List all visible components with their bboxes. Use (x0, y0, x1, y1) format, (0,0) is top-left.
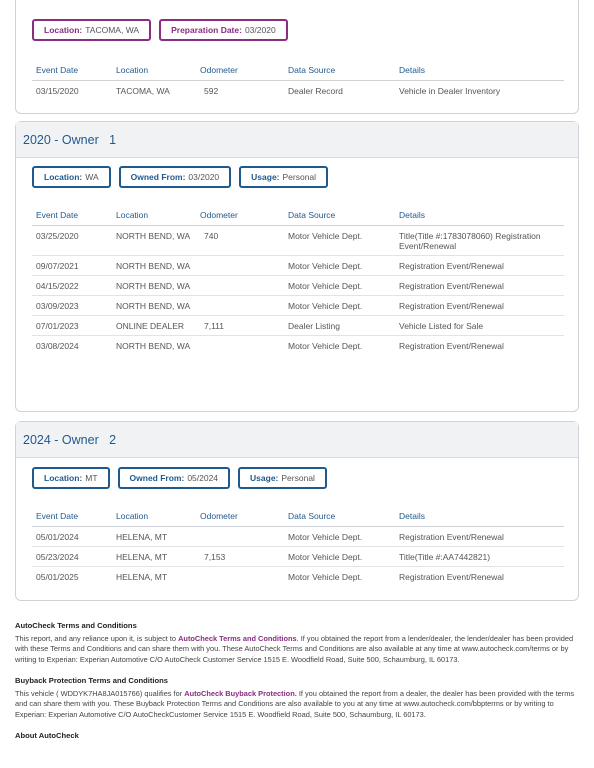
table-header-row (32, 505, 564, 527)
column-header: Event Date (32, 204, 112, 226)
badge-value: 03/2020 (244, 25, 276, 35)
usage-badge (239, 166, 328, 188)
location-badge (32, 166, 111, 188)
column-header: Data Source (284, 59, 395, 81)
details-cell: Registration Event/Renewal (395, 256, 564, 276)
terms-heading: AutoCheck Terms and Conditions (15, 621, 137, 630)
location-cell: NORTH BEND, WA (112, 296, 196, 316)
event-date-cell: 05/23/2024 (32, 547, 112, 567)
terms-text (15, 634, 579, 666)
column-header: Location (112, 505, 196, 527)
buyback-text-start: This vehicle ( WDDYK7HA8JA015766) qualifies for (15, 688, 185, 698)
location-cell: NORTH BEND, WA (116, 341, 191, 351)
about-heading: About AutoCheck (15, 731, 79, 740)
data-source-cell: Motor Vehicle Dept. (288, 572, 363, 582)
event-date-cell: 05/01/2024 (32, 527, 112, 547)
badge-label: Owned From: (129, 473, 185, 483)
top-badges (16, 19, 288, 41)
table-row (32, 226, 564, 256)
owned-from-badge (118, 467, 231, 489)
column-header: Data Source (284, 204, 395, 226)
location-cell: ONLINE DEALER (112, 316, 196, 336)
owner-1-title: 2020 - Owner 1 (23, 132, 117, 147)
badge-value: 03/2020 (188, 172, 220, 182)
terms-section (15, 621, 579, 665)
badge-label: Usage: (251, 172, 280, 182)
table-row (32, 276, 564, 296)
owner-1-badges (16, 166, 328, 188)
about-section (15, 731, 579, 744)
column-header: Odometer (196, 59, 284, 81)
odometer-cell (196, 567, 284, 587)
odometer-cell (196, 276, 284, 296)
odometer-cell (196, 296, 284, 316)
buyback-link[interactable]: AutoCheck Buyback Protection. (184, 688, 297, 698)
buyback-section (15, 676, 579, 720)
data-source-cell: Motor Vehicle Dept. (284, 527, 395, 547)
table-row (32, 316, 564, 336)
odometer-cell (196, 256, 284, 276)
table-row (32, 527, 564, 547)
data-source-cell: Motor Vehicle Dept. (284, 296, 395, 316)
details-cell: Title(Title #:1783078060) Registration Event/Renewal (395, 226, 564, 256)
terms-text-end: . If you obtained the report from a lender/dealer, the lender/dealer has been provided with these Terms and Conditions and can share them with you. These AutoCheck Terms and Conditions are also available at any time at www.autocheck.com/terms or by writing to Experian: Experian Automotive C/O AutoCheck Customer Service 1515 E. Woodfield Road, Suite 500, Schaumburg, IL 60173. (15, 633, 574, 664)
event-date-cell: 03/15/2020 (36, 86, 79, 96)
details-cell: Registration Event/Renewal (399, 341, 504, 351)
terms-link[interactable]: AutoCheck Terms and Conditions (178, 633, 297, 643)
table-header-row (32, 59, 564, 81)
location-badge (32, 19, 151, 41)
badge-label: Owned From: (130, 172, 186, 182)
details-cell: Title(Title #:AA7442821) (395, 547, 564, 567)
data-source-cell: Motor Vehicle Dept. (284, 547, 395, 567)
table-row (32, 256, 564, 276)
buyback-text-end: If you obtained the report from a dealer, the dealer has been provided with the terms and can share them with you. These Buyback Protection Terms and Conditions are also available to you at any time at www.autocheck.com/bbpterms or by writing to Experian: Experian Automotive C/O AutoCheckCustomer Service 1515 E. Woodfield Road, Suite 500, Schaumburg, IL 60173. (15, 688, 575, 719)
event-date-cell: 09/07/2021 (32, 256, 112, 276)
owned-from-badge (119, 166, 232, 188)
data-source-cell: Motor Vehicle Dept. (284, 226, 395, 256)
badge-value: Personal (281, 473, 315, 483)
table-row (32, 296, 564, 316)
owner-1-history-table (32, 204, 564, 355)
data-source-cell: Motor Vehicle Dept. (288, 341, 363, 351)
table-row (32, 547, 564, 567)
badge-value: TACOMA, WA (85, 25, 140, 35)
location-cell: HELENA, MT (116, 572, 168, 582)
column-header: Event Date (32, 505, 112, 527)
location-cell: HELENA, MT (112, 527, 196, 547)
badge-label: Location: (44, 25, 83, 35)
column-header: Odometer (196, 204, 284, 226)
badge-label: Location: (44, 473, 83, 483)
location-badge (32, 467, 110, 489)
data-source-cell: Motor Vehicle Dept. (284, 276, 395, 296)
odometer-cell (196, 527, 284, 547)
location-cell: NORTH BEND, WA (112, 226, 196, 256)
column-header: Location (112, 59, 196, 81)
location-cell: NORTH BEND, WA (112, 256, 196, 276)
badge-value: MT (85, 473, 98, 483)
badge-label: Location: (44, 172, 83, 182)
preparation-date-badge (159, 19, 288, 41)
owner-2-history-table (32, 505, 564, 586)
details-cell: Vehicle Listed for Sale (395, 316, 564, 336)
details-cell: Vehicle in Dealer Inventory (399, 86, 501, 96)
table-row (32, 81, 564, 101)
odometer-cell: 740 (196, 226, 284, 256)
table-row (32, 567, 564, 587)
badge-value: Personal (282, 172, 317, 182)
owner-1-card (15, 121, 579, 412)
details-cell: Registration Event/Renewal (395, 527, 564, 547)
column-header: Details (395, 505, 564, 527)
badge-value: 05/2024 (187, 473, 219, 483)
column-header: Location (112, 204, 196, 226)
badge-value: WA (85, 172, 99, 182)
owner-2-header[interactable] (16, 422, 578, 458)
column-header: Odometer (196, 505, 284, 527)
event-date-cell: 04/15/2022 (32, 276, 112, 296)
location-cell: TACOMA, WA (116, 86, 170, 96)
buyback-heading: Buyback Protection Terms and Conditions (15, 676, 169, 685)
data-source-cell: Dealer Listing (284, 316, 395, 336)
event-date-cell: 07/01/2023 (32, 316, 112, 336)
details-cell: Registration Event/Renewal (395, 276, 564, 296)
odometer-cell (196, 336, 284, 356)
odometer-cell: 7,111 (196, 316, 284, 336)
event-date-cell: 03/25/2020 (32, 226, 112, 256)
location-cell: NORTH BEND, WA (112, 276, 196, 296)
table-row (32, 336, 564, 356)
owner-1-header[interactable] (16, 122, 578, 158)
odometer-cell: 7,153 (196, 547, 284, 567)
details-cell: Registration Event/Renewal (399, 572, 504, 582)
terms-text-start: This report, and any reliance upon it, is subject to (15, 633, 179, 643)
details-cell: Registration Event/Renewal (395, 296, 564, 316)
usage-badge (238, 467, 327, 489)
odometer-cell: 592 (204, 86, 219, 96)
event-date-cell: 03/08/2024 (36, 341, 79, 351)
column-header: Event Date (32, 59, 112, 81)
data-source-cell: Dealer Record (288, 86, 343, 96)
badge-label: Preparation Date: (171, 25, 242, 35)
owner-2-badges (16, 467, 327, 489)
event-date-cell: 03/09/2023 (32, 296, 112, 316)
badge-label: Usage: (250, 473, 279, 483)
column-header: Details (395, 59, 564, 81)
location-cell: HELENA, MT (112, 547, 196, 567)
column-header: Data Source (284, 505, 395, 527)
owner-2-card (15, 421, 579, 601)
event-date-cell: 05/01/2025 (36, 572, 79, 582)
column-header: Details (395, 204, 564, 226)
owner-2-title: 2024 - Owner 2 (23, 432, 117, 447)
top-history-card (15, 0, 579, 114)
data-source-cell: Motor Vehicle Dept. (284, 256, 395, 276)
top-history-table (32, 59, 564, 100)
buyback-text (15, 689, 579, 721)
table-header-row (32, 204, 564, 226)
